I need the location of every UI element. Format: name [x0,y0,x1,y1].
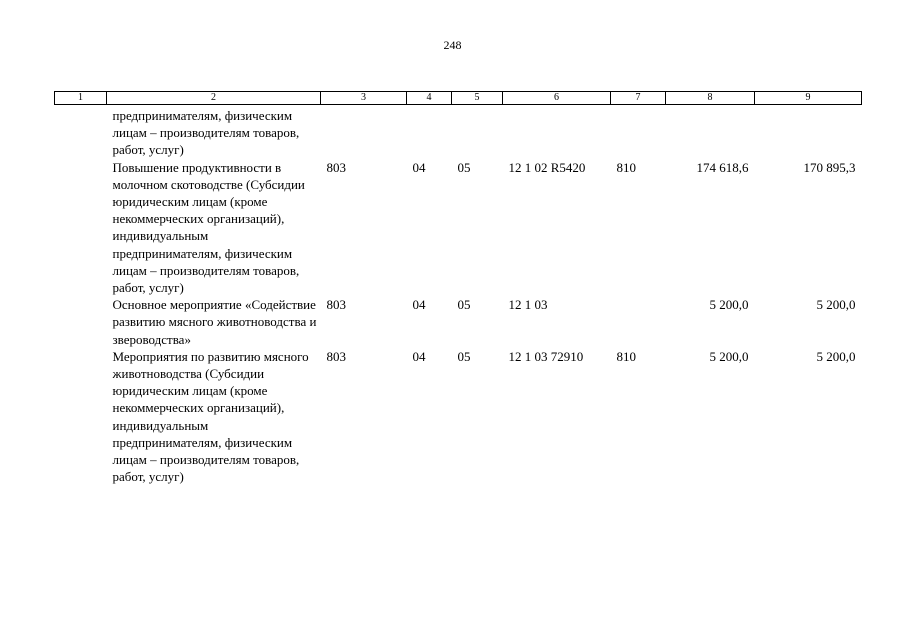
row-col6: 12 1 03 [508,297,548,313]
row-col9: 5 200,0 [816,348,856,364]
row-col4: 04 [412,159,426,175]
column-number-3: 3 [321,92,407,105]
row-col9: 5 200,0 [816,297,856,313]
row-col8: 5 200,0 [709,348,749,364]
column-number-header-row [55,92,862,105]
row-col1 [55,105,107,159]
row-col7 [611,105,666,159]
row-col4 [407,105,452,159]
page-number: 248 [443,38,462,52]
row-col8: 174 618,6 [696,159,749,175]
column-number-7: 7 [611,92,666,105]
row-col6 [503,105,611,159]
row-col5 [452,105,503,159]
table-row [55,105,862,159]
row-col7 [611,296,666,348]
row-col4: 04 [412,348,426,364]
row-col7: 810 [616,159,636,175]
row-col9 [755,105,862,159]
row-col9: 170 895,3 [803,159,856,175]
row-col3 [321,105,407,159]
row-col5: 05 [457,297,471,313]
row-col4: 04 [412,297,426,313]
row-name: Основное мероприятие «Содействие развитию мясного животноводства и звероводства» [112,297,317,347]
row-col3: 803 [326,348,346,364]
column-number-5: 5 [452,92,503,105]
budget-table [54,91,862,485]
column-number-9: 9 [755,92,862,105]
row-name: предпринимателям, физическим лицам – производителям товаров, работ, услуг) [112,108,300,158]
row-col8 [666,105,755,159]
row-name: Повышение продуктивности в молочном скотоводстве (Субсидии юридическим лицам (кроме некоммерческих организаций), индивидуальным предпринимателям, физическим лицам – производителям товаров, работ, услуг) [112,159,305,296]
row-col8: 5 200,0 [709,297,749,313]
row-col1 [55,159,107,297]
row-col3: 803 [326,297,346,313]
table-row [55,296,862,348]
column-number-8: 8 [666,92,755,105]
column-number-6: 6 [503,92,611,105]
table-row [55,348,862,486]
row-col5: 05 [457,348,471,364]
column-number-1: 1 [55,92,107,105]
row-col1 [55,296,107,348]
row-col6: 12 1 03 72910 [508,348,584,364]
column-number-2: 2 [107,92,321,105]
table-row [55,159,862,297]
row-col1 [55,348,107,486]
row-col5: 05 [457,159,471,175]
column-number-4: 4 [407,92,452,105]
row-col7: 810 [616,348,636,364]
row-name: Мероприятия по развитию мясного животноводства (Субсидии юридическим лицам (кроме некоммерческих организаций), индивидуальным предпринимателям, физическим лицам – производителям товаров, работ, услуг) [112,348,309,485]
row-col6: 12 1 02 R5420 [508,159,586,175]
row-col3: 803 [326,159,346,175]
